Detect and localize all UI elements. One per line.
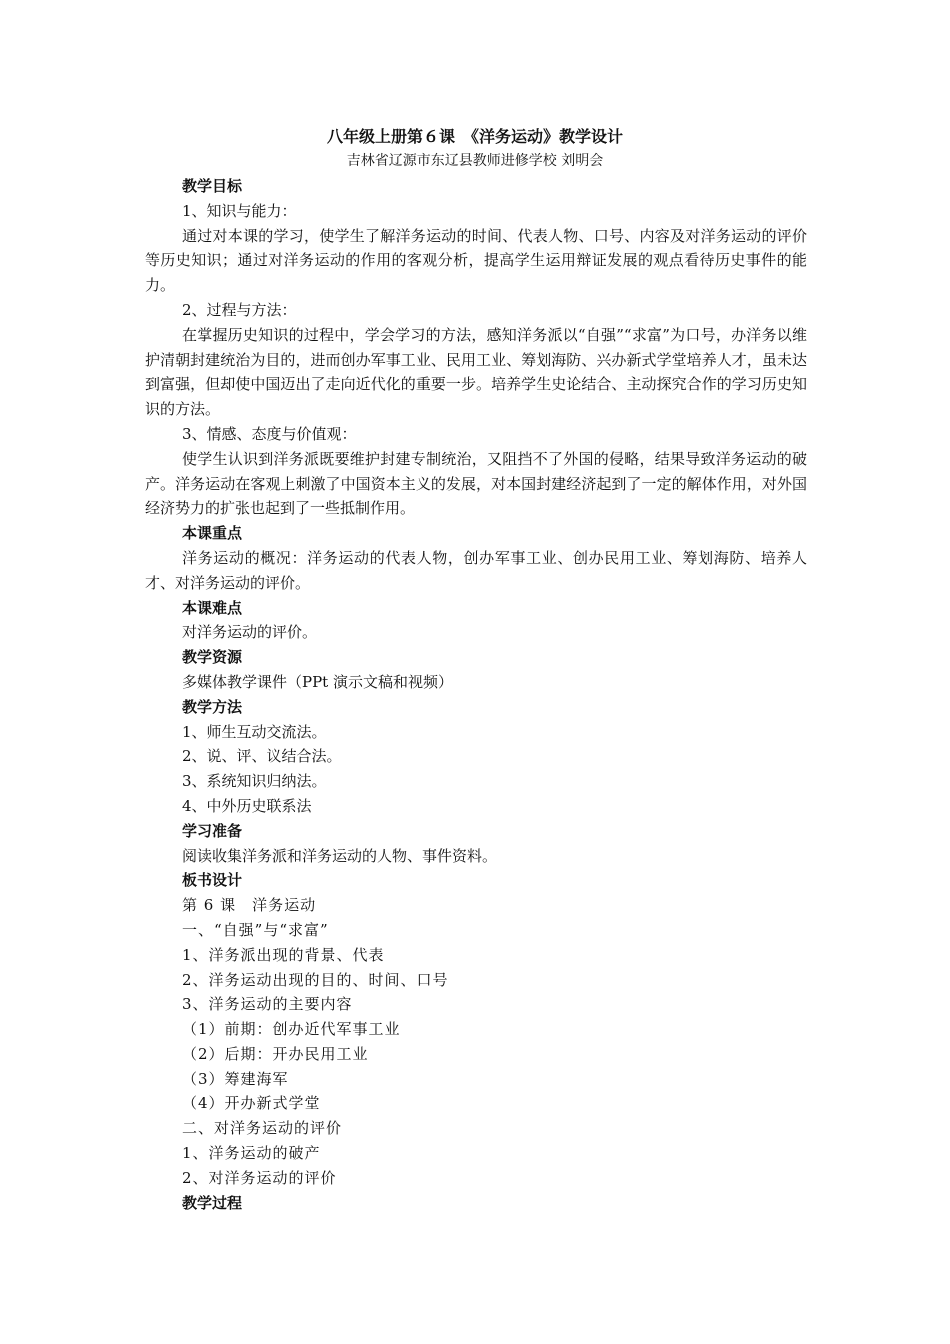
- paragraph: 在掌握历史知识的过程中，学会学习的方法，感知洋务派以“自强”“求富”为口号，办洋务以维护清朝封建统治为目的，进而创办军事工业、民用工业、筹划海防、兴办新式学堂培养人才，虽未达到富强，但却使中国迈出了走向近代化的重要一步。培养学生史论结合、主动探究合作的学习历史知识的方法。: [145, 325, 807, 419]
- text-line: 2、对洋务运动的评价: [182, 1168, 337, 1187]
- paragraph: 洋务运动的概况：洋务运动的代表人物，创办军事工业、创办民用工业、筹划海防、培养人才、对洋务运动的评价。: [145, 548, 807, 592]
- text-line: 多媒体教学课件（PPt 演示文稿和视频）: [182, 672, 453, 691]
- section-heading: 教学过程: [182, 1193, 243, 1212]
- section-heading: 本课重点: [182, 524, 243, 543]
- section-heading: 教学方法: [182, 697, 243, 716]
- text-line: （1）前期：创办近代军事工业: [182, 1020, 401, 1039]
- text-line: 1、知识与能力：: [182, 201, 297, 220]
- section-heading: 教学目标: [182, 177, 243, 195]
- text-line: 阅读收集洋务派和洋务运动的人物、事件资料。: [182, 846, 498, 865]
- document-title: 八年级上册第６课 《洋务运动》教学设计: [326, 127, 623, 146]
- section-heading: 板书设计: [182, 871, 243, 890]
- text-line: （3）筹建海军: [182, 1069, 289, 1088]
- section-heading: 教学资源: [182, 648, 243, 667]
- section-heading: 本课难点: [182, 598, 243, 617]
- text-line: 4、中外历史联系法: [182, 796, 312, 815]
- text-line: 第 6 课 洋务运动: [182, 896, 317, 915]
- text-line: 1、师生互动交流法。: [182, 722, 327, 741]
- text-line: （4）开办新式学堂: [182, 1094, 321, 1113]
- text-line: 一、“自强”与“求富”: [182, 920, 329, 939]
- text-line: 3、洋务运动的主要内容: [182, 995, 353, 1014]
- document-body: [145, 174, 807, 1215]
- paragraph: 使学生认识到洋务派既要维护封建专制统治，又阻挡不了外国的侵略，结果导致洋务运动的破产。洋务运动在客观上刺激了中国资本主义的发展，对本国封建经济起到了一定的解体作用，对外国经济势力的扩张也起到了一些抵制作用。: [145, 449, 807, 518]
- document-author: 吉林省辽源市东辽县教师进修学校 刘明会: [346, 153, 604, 169]
- text-line: 2、过程与方法：: [182, 300, 297, 319]
- text-line: 对洋务运动的评价。: [182, 623, 318, 642]
- paragraph: 通过对本课的学习，使学生了解洋务运动的时间、代表人物、口号、内容及对洋务运动的评价等历史知识；通过对洋务运动的作用的客观分析，提高学生运用辩证发展的观点看待历史事件的能力。: [145, 226, 807, 295]
- text-line: 3、系统知识归纳法。: [182, 772, 327, 791]
- section-heading: 学习准备: [182, 821, 243, 840]
- text-line: 1、洋务派出现的背景、代表: [182, 945, 385, 964]
- text-line: 2、洋务运动出现的目的、时间、口号: [182, 970, 449, 989]
- text-line: （2）后期：开办民用工业: [182, 1044, 369, 1063]
- text-line: 2、说、评、议结合法。: [182, 747, 342, 766]
- text-line: 3、情感、态度与价值观：: [182, 424, 357, 443]
- text-line: 1、洋务运动的破产: [182, 1144, 321, 1163]
- text-line: 二、对洋务运动的评价: [182, 1119, 343, 1138]
